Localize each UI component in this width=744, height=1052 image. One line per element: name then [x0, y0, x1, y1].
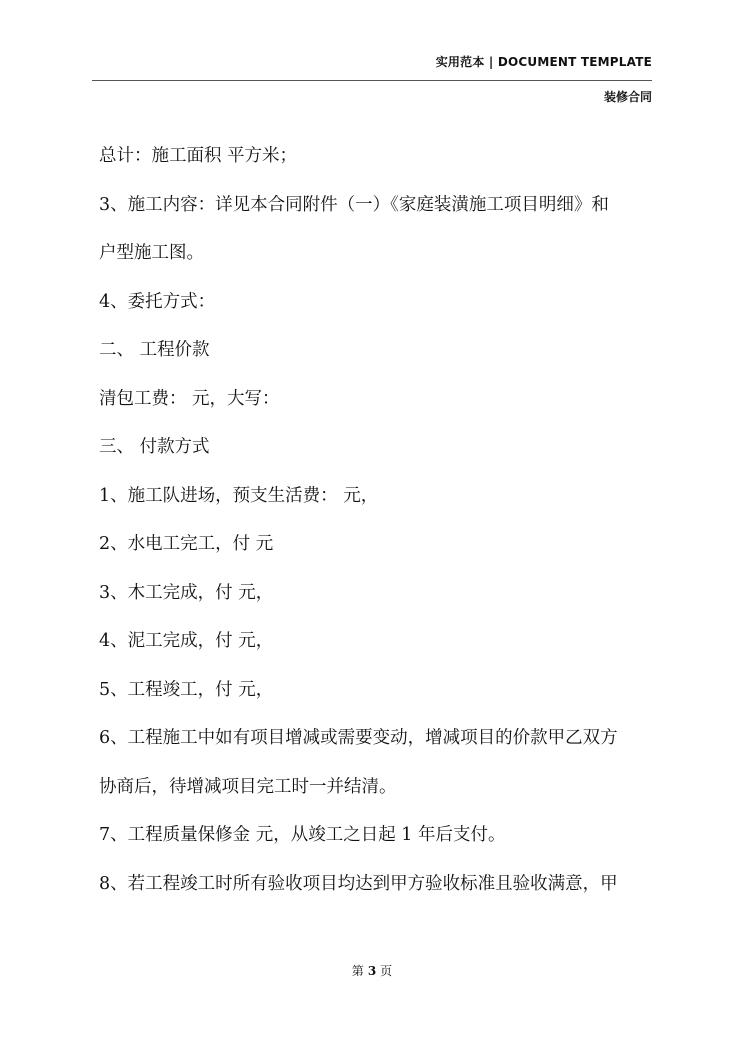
paragraph-line: 清包工费： 元，大写： — [99, 388, 280, 409]
paragraph-line: 5、工程竣工，付 元， — [99, 679, 274, 700]
paragraph-line: 协商后，待增减项目完工时一并结清。 — [99, 776, 397, 797]
page-footer — [0, 962, 744, 979]
paragraph-line: 6、工程施工中如有项目增减或需要变动，增减项目的价款甲乙双方 — [99, 728, 618, 748]
section-heading: 二、 工程价款 — [99, 340, 210, 360]
paragraph-line: 4、泥工完成，付 元， — [99, 631, 274, 651]
header-divider — [92, 80, 652, 81]
paragraph-line: 户型施工图。 — [99, 243, 204, 263]
paragraph-line: 2、水电工完工，付 元 — [99, 534, 274, 554]
page-label-prefix: 第 — [351, 964, 364, 978]
paragraph-line: 7、工程质量保修金 元，从竣工之日起 1 年后支付。 — [99, 825, 506, 845]
paragraph-line: 3、木工完成，付 元， — [99, 582, 274, 603]
document-body — [99, 132, 659, 908]
page-number: 3 — [367, 964, 377, 978]
paragraph-line: 8、若工程竣工时所有验收项目均达到甲方验收标准且验收满意，甲 — [99, 873, 618, 894]
document-title: 装修合同 — [603, 90, 652, 104]
paragraph-line: 总计：施工面积 平方米； — [99, 146, 298, 166]
paragraph-line: 4、委托方式： — [99, 291, 216, 312]
page-label-suffix: 页 — [380, 964, 393, 978]
header-title: 实用范本 | DOCUMENT TEMPLATE — [435, 55, 652, 69]
section-heading: 三、 付款方式 — [99, 437, 210, 457]
paragraph-line: 1、施工队进场，预支生活费： 元， — [99, 485, 379, 506]
paragraph-line: 3、施工内容：详见本合同附件（一）《家庭装潢施工项目明细》和 — [99, 194, 609, 215]
